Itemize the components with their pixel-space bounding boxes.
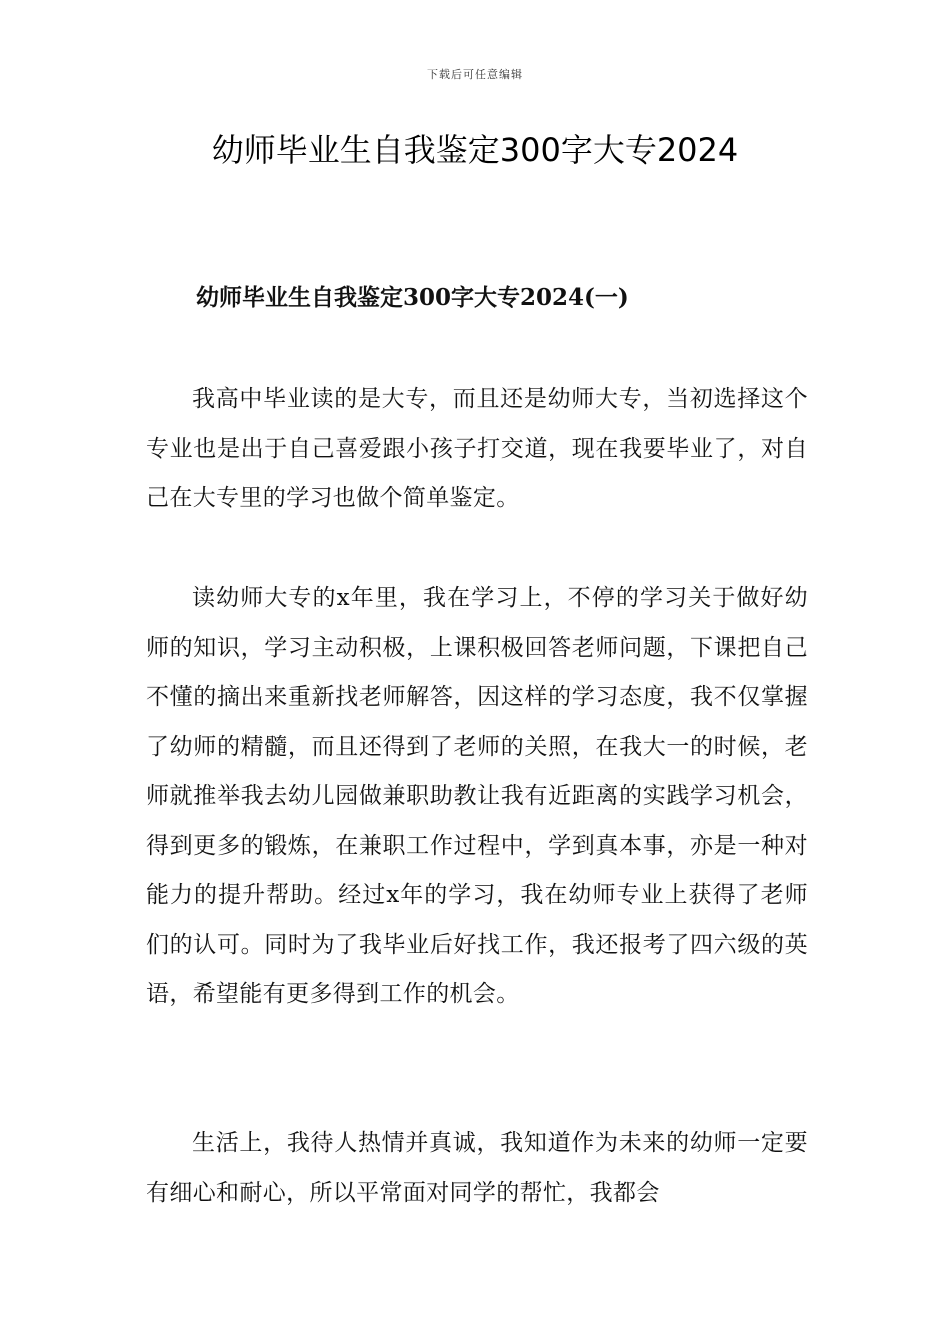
paragraph-text: 读幼师大专的x年里，我在学习上，不停的学习关于做好幼师的知识，学习主动积极，上课积极回答老师问题，下课把自己不懂的摘出来重新找老师解答，因这样的学习态度，我不仅掌握了幼师的精髓，而且还得到了老师的关照，在我大一的时候，老师就推举我去幼儿园做兼职助教让我有近距离的实践学习机会，得到更多的锻炼，在兼职工作过程中，学到真本事，亦是一种对能力的提升帮助。经过x年的学习，我在幼师专业上获得了老师们的认可。同时为了我毕业后好找工作，我还报考了四六级的英语，希望能有更多得到工作的机会。 [146,585,808,1007]
paragraph-life [146,1119,808,1218]
page-header-note: 下载后可任意编辑 [427,68,523,81]
section-heading: 幼师毕业生自我鉴定300字大专2024(一) [196,284,629,311]
document-title: 幼师毕业生自我鉴定300字大专2024 [211,131,739,169]
paragraph-text: 生活上，我待人热情并真诚，我知道作为未来的幼师一定要有细心和耐心，所以平常面对同学的帮忙，我都会 [146,1130,808,1206]
paragraph-intro [146,375,808,524]
paragraph-text: 我高中毕业读的是大专，而且还是幼师大专，当初选择这个专业也是出于自己喜爱跟小孩子打交道，现在我要毕业了，对自己在大专里的学习也做个简单鉴定。 [146,386,808,511]
paragraph-study [146,574,808,1020]
